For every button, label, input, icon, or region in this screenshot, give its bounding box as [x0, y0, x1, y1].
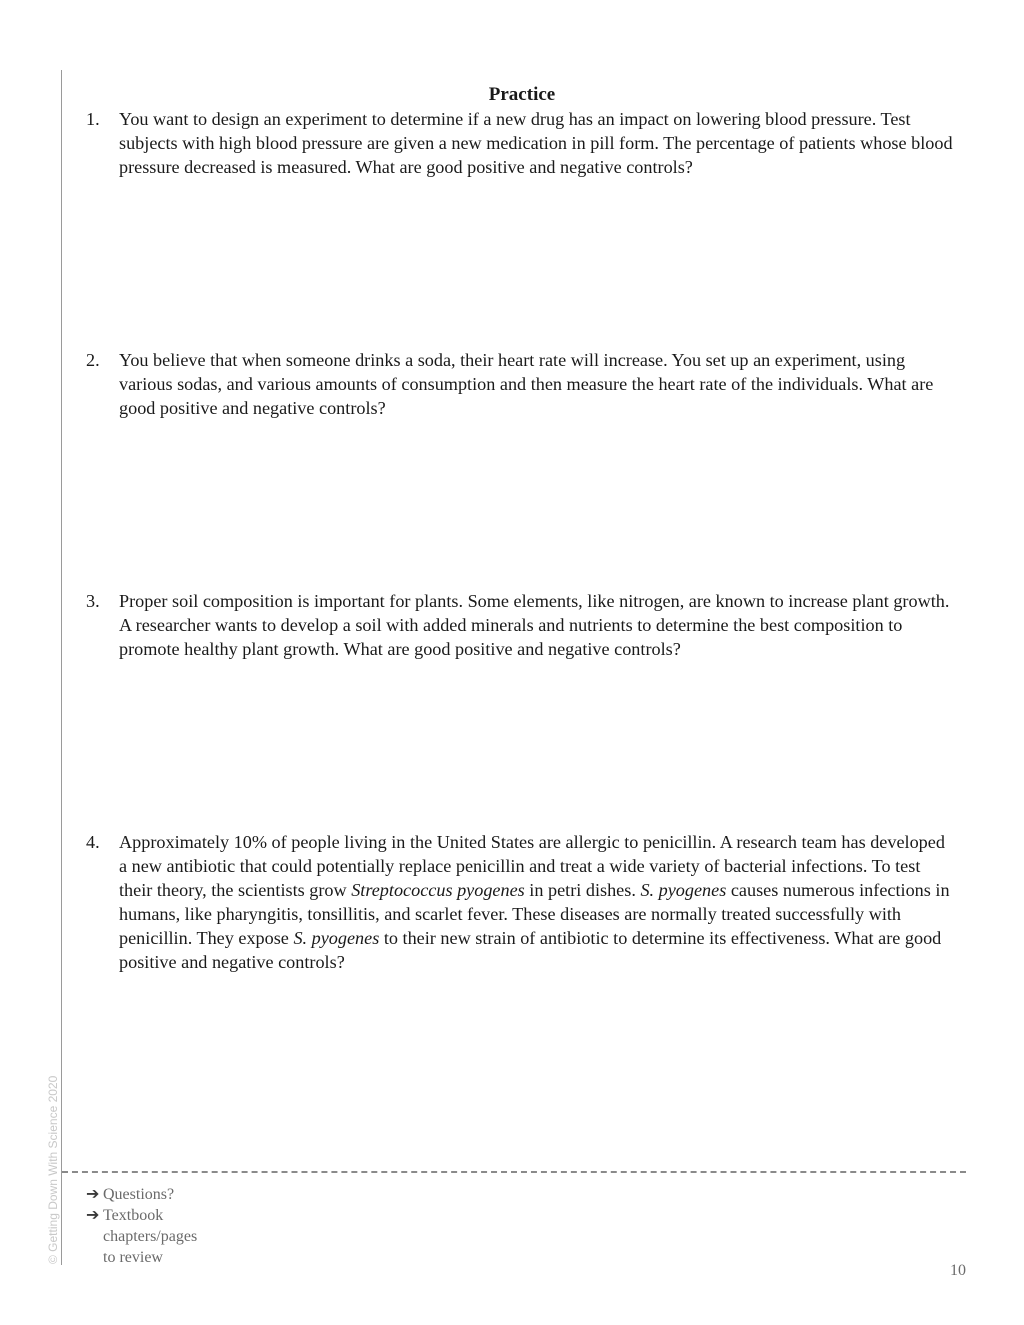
note-label: Questions? — [103, 1186, 175, 1203]
question-number: 2. — [86, 350, 100, 370]
page-number: 10 — [950, 1262, 966, 1279]
arrow-right-icon: ➔ — [86, 1207, 100, 1224]
question-2 — [86, 348, 956, 420]
question-text — [119, 830, 956, 974]
margin-rule — [61, 70, 62, 1265]
question-3 — [86, 589, 956, 661]
question-text — [119, 589, 956, 661]
question-text — [119, 107, 956, 179]
note-label: Textbook chapters/pages to review — [103, 1207, 198, 1266]
question-number: 1. — [86, 109, 100, 129]
note-item-questions — [86, 1184, 213, 1205]
question-1 — [86, 107, 956, 179]
species-name-italic: S. pyogenes — [293, 928, 380, 948]
page-title: Practice — [488, 84, 556, 105]
question-text-part: to their new strain of antibiotic to determine its effectiveness. What are good positive and negative controls? — [119, 928, 942, 972]
question-text-part: You want to design an experiment to determine if a new drug has an impact on lowering blood pressure. Test subjects with high blood pressure are given a new medication in pill form. The percentage of patients whose blood pressure decreased is measured. What are good positive and negative controls? — [119, 109, 953, 177]
question-text-part: Proper soil composition is important for plants. Some elements, like nitrogen, are known to increase plant growth. A researcher wants to develop a soil with added minerals and nutrients to determine the best composition to promote healthy plant growth. What are good positive and negative controls? — [119, 591, 950, 659]
species-name-italic: S. pyogenes — [640, 880, 727, 900]
question-text-part: Approximately 10% of people living in the United States are allergic to penicillin. A research team has developed a new antibiotic that could potentially replace penicillin and treat a wide variety of bacterial infections. To test their theory, the scientists grow — [119, 832, 945, 900]
note-item-textbook — [86, 1205, 213, 1268]
question-text-part: You believe that when someone drinks a soda, their heart rate will increase. You set up an experiment, using various sodas, and various amounts of consumption and then measure the heart rate of the individuals. What are good positive and negative controls? — [119, 350, 934, 418]
question-text — [119, 348, 956, 420]
question-number: 4. — [86, 832, 100, 852]
question-text-part: in petri dishes. — [524, 880, 641, 900]
question-text-part: causes numerous infections in humans, like pharyngitis, tonsillitis, and scarlet fever. These diseases are normally treated successfully with penicillin. They expose — [119, 880, 950, 948]
species-name-italic: Streptococcus pyogenes — [351, 880, 525, 900]
arrow-right-icon: ➔ — [86, 1186, 100, 1203]
question-number: 3. — [86, 591, 100, 611]
question-4 — [86, 830, 956, 974]
dashed-divider — [62, 1171, 966, 1173]
copyright-notice: © Getting Down With Science 2020 — [46, 1075, 60, 1264]
notes-section — [86, 1184, 213, 1268]
